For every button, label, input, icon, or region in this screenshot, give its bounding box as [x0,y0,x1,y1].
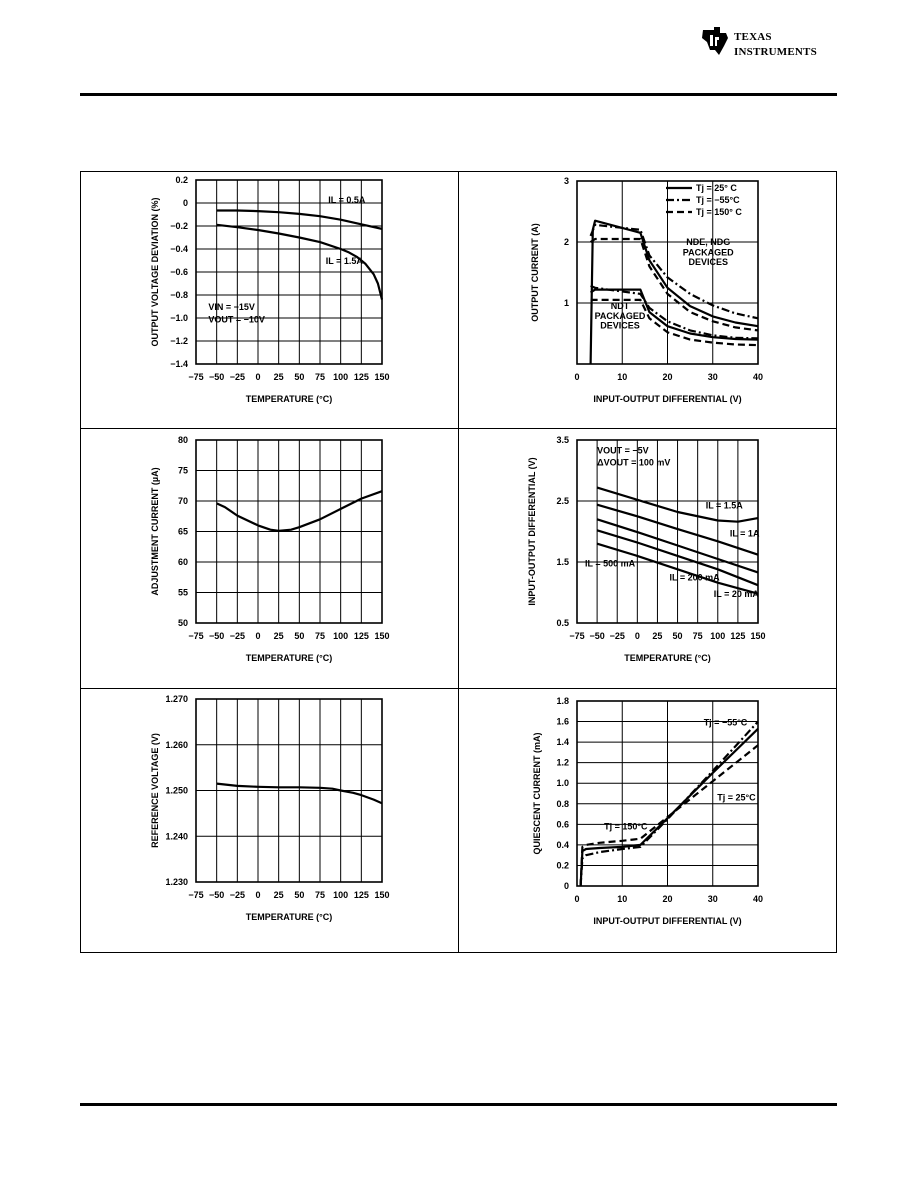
annotation: Tj = −55°C [703,717,748,728]
x-tick-label: 30 [707,372,718,382]
x-tick-label: 100 [710,631,726,641]
y-tick-label: 0.6 [556,819,569,830]
y-axis-label: ADJUSTMENT CURRENT (µA) [150,467,160,596]
chart-4 [527,435,766,663]
x-tick-label: 0 [255,631,261,641]
y-tick-label: 1 [563,298,569,308]
x-axis-label: INPUT-OUTPUT DIFFERENTIAL (V) [593,394,742,404]
brand-line-2: instruments [734,43,817,59]
x-tick-label: 125 [730,631,746,641]
y-tick-label: 1.250 [165,785,188,796]
chart-2 [530,176,763,404]
x-axis-label: TEMPERATURE (°C) [624,653,711,663]
x-tick-label: 0 [255,890,261,900]
x-tick-label: 125 [353,890,369,900]
y-tick-label: −1.4 [170,359,188,369]
x-tick-label: −75 [188,890,204,900]
y-tick-label: 2.5 [556,496,569,506]
y-tick-label: 3 [563,176,569,186]
x-tick-label: 10 [617,372,628,382]
x-tick-label: 0 [574,894,580,904]
annotation: Tj = 25°C [717,792,756,803]
y-tick-label: 0.5 [556,618,569,628]
x-tick-label: 20 [662,894,673,904]
y-axis-label: INPUT-OUTPUT DIFFERENTIAL (V) [527,457,537,606]
legend-label: Tj = 25° C [696,183,737,193]
x-tick-label: 40 [752,894,764,904]
y-tick-label: 65 [177,526,188,537]
x-tick-label: 125 [353,631,369,641]
x-tick-label: −50 [209,631,225,641]
x-tick-label: −50 [209,372,225,382]
x-tick-label: 100 [333,372,349,382]
x-tick-label: −75 [569,631,585,641]
annotation: PACKAGED [682,247,734,258]
y-axis-label: REFERENCE VOLTAGE (V) [150,733,160,848]
x-tick-label: 50 [672,631,683,641]
x-tick-label: −25 [609,631,625,641]
y-tick-label: 1.230 [165,877,188,887]
x-axis-label: INPUT-OUTPUT DIFFERENTIAL (V) [593,916,742,926]
x-tick-label: 25 [652,631,663,641]
y-tick-label: 1.0 [556,778,569,789]
y-tick-label: −0.4 [170,244,188,254]
x-tick-label: −25 [229,372,245,382]
x-tick-label: 75 [314,372,326,382]
x-tick-label: 100 [333,890,349,900]
x-tick-label: 50 [294,631,305,641]
annotation: IL = 1.5A [325,255,363,266]
x-tick-label: 100 [333,631,349,641]
x-tick-label: −75 [188,631,204,641]
x-tick-label: 25 [273,890,284,900]
brand-line-1: texas [734,28,772,44]
annotation: Tj = 150°C [604,821,648,832]
annotation: IL = 500 mA [585,558,636,569]
y-tick-label: 80 [177,435,188,445]
x-axis-label: TEMPERATURE (°C) [245,912,333,922]
x-tick-label: −50 [209,890,225,900]
x-tick-label: 0 [255,372,261,382]
annotation: IL = 200 mA [669,572,720,583]
x-axis-label: TEMPERATURE (°C) [245,653,333,663]
y-tick-label: 0.8 [556,798,569,809]
annotation: DEVICES [688,257,728,268]
y-tick-label: 0 [563,881,569,891]
x-tick-label: 150 [374,372,390,382]
x-tick-label: 30 [707,894,718,904]
x-tick-label: 150 [374,631,390,641]
x-tick-label: 20 [662,372,673,382]
y-tick-label: 60 [177,557,188,567]
y-tick-label: 70 [177,496,188,506]
annotation: DEVICES [600,320,640,331]
annotation: IL = 1A [729,528,760,539]
y-tick-label: 1.270 [165,694,188,704]
x-tick-label: −25 [229,631,245,641]
x-tick-label: 75 [314,631,326,641]
y-tick-label: 55 [177,587,188,598]
chart-1 [150,175,390,404]
x-tick-label: −25 [229,890,245,900]
y-tick-label: 1.4 [556,737,569,748]
footer-rule [80,1103,837,1106]
x-tick-label: 150 [750,631,766,641]
chart-3 [150,435,390,663]
chart-5 [150,694,390,922]
annotation: VOUT = −5V [597,445,649,456]
y-tick-label: 0.2 [175,175,188,185]
y-tick-label: 1.6 [556,716,569,727]
annotation: VIN = −15V [208,301,255,312]
y-tick-label: 1.2 [556,757,569,768]
y-tick-label: 2 [563,237,569,247]
x-tick-label: 75 [692,631,703,641]
annotation: IL = 20 mA [713,588,759,599]
x-tick-label: 75 [314,890,326,900]
y-tick-label: −0.2 [170,221,188,231]
y-tick-label: 75 [177,465,188,476]
legend-label: Tj = −55°C [696,195,740,205]
y-axis-label: OUTPUT VOLTAGE DEVIATION (%) [150,197,160,347]
y-tick-label: 1.240 [165,831,188,842]
chart-6 [532,696,763,926]
annotation: ΔVOUT = 100 mV [597,457,671,468]
x-tick-label: 25 [273,631,284,641]
y-tick-label: 0 [182,198,188,208]
annotation: VOUT = −10V [208,314,265,325]
y-tick-label: 1.5 [556,557,569,567]
y-axis-label: OUTPUT CURRENT (A) [530,223,540,322]
annotation: NDE, NDG [686,237,731,248]
x-tick-label: 25 [273,372,284,382]
y-tick-label: 1.8 [556,696,569,706]
x-tick-label: 125 [353,372,369,382]
legend-label: Tj = 150° C [696,207,742,217]
y-tick-label: −0.6 [170,267,188,277]
y-tick-label: −0.8 [170,290,188,300]
y-axis-label: QUIESCENT CURRENT (mA) [532,732,542,855]
series-line [581,745,758,886]
annotation: PACKAGED [594,310,646,321]
x-tick-label: 50 [294,890,305,900]
x-tick-label: 40 [752,372,764,382]
x-axis-label: TEMPERATURE (°C) [245,394,333,404]
x-tick-label: −50 [589,631,605,641]
annotation: IL = 1.5A [705,500,743,511]
y-tick-label: 0.2 [556,860,569,871]
y-tick-label: −1.0 [170,313,188,323]
y-tick-label: 1.260 [165,739,188,750]
x-tick-label: 150 [374,890,390,900]
x-tick-label: 0 [574,372,580,382]
x-tick-label: 0 [634,631,640,641]
annotation: IL = 0.5A [328,195,366,205]
x-tick-label: 50 [294,372,305,382]
x-tick-label: 10 [617,894,628,904]
y-tick-label: 0.4 [556,839,569,850]
annotation: NDT [610,301,630,312]
y-tick-label: 3.5 [556,435,569,445]
series-line [581,729,758,886]
x-tick-label: −75 [188,372,204,382]
y-tick-label: 50 [177,618,188,628]
y-tick-label: −1.2 [170,336,188,346]
